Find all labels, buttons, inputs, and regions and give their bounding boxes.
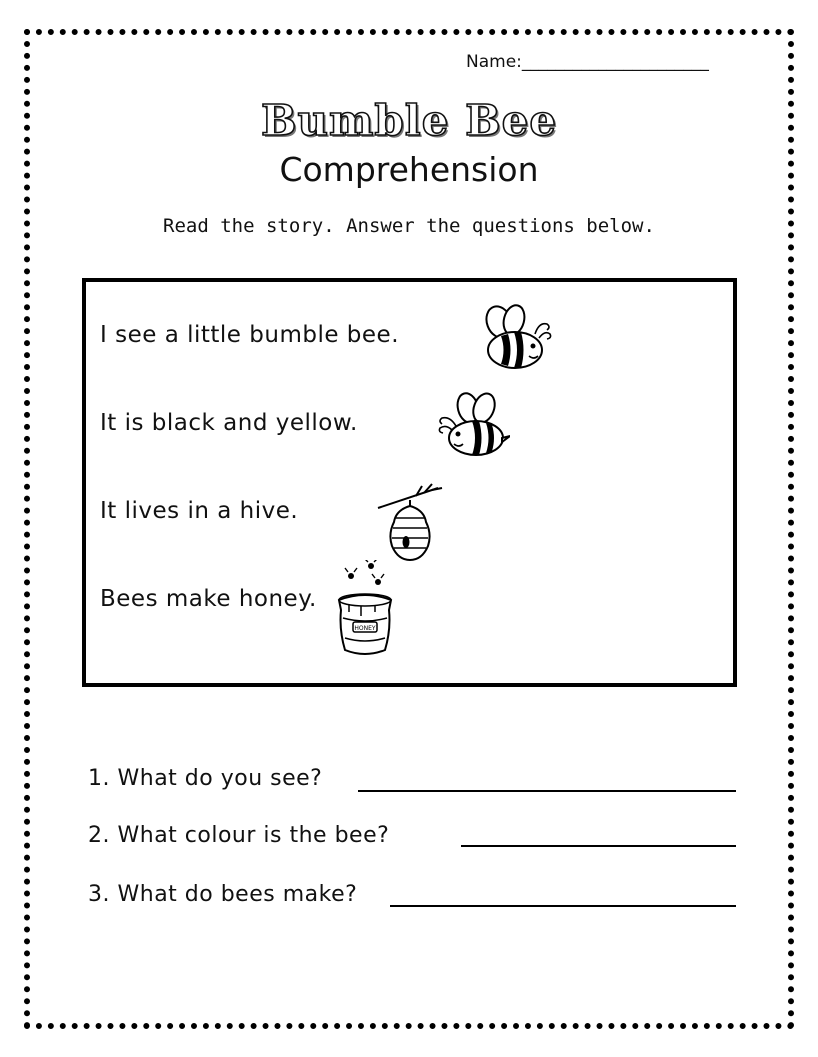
answer-line-3[interactable] [390, 905, 736, 907]
bee-icon [481, 300, 553, 376]
question-number: 1. [88, 766, 110, 791]
story-line-2: It is black and yellow. [100, 410, 358, 436]
question-1 [88, 766, 322, 791]
bee-icon [436, 390, 510, 462]
worksheet-subtitle: Comprehension [279, 150, 539, 189]
honey-pot-icon [331, 560, 403, 660]
beehive-icon [376, 482, 446, 564]
answer-line-2[interactable] [461, 845, 736, 847]
name-blank-line[interactable]: ______________________ [521, 52, 709, 72]
worksheet-title: Bumble Bee [260, 96, 558, 145]
honey-label: HONEY [354, 625, 376, 632]
question-number: 2. [88, 823, 110, 848]
question-2 [88, 823, 389, 848]
question-number: 3. [88, 882, 110, 907]
answer-line-1[interactable] [358, 790, 736, 792]
story-box [82, 278, 737, 687]
name-label: Name: [466, 52, 522, 72]
question-text: What colour is the bee? [117, 823, 390, 848]
story-line-1: I see a little bumble bee. [100, 322, 400, 348]
name-field [466, 52, 709, 72]
story-line-3: It lives in a hive. [100, 498, 299, 524]
question-text: What do you see? [117, 766, 323, 791]
instructions-text: Read the story. Answer the questions below. [163, 215, 655, 237]
story-line-4: Bees make honey. [100, 586, 317, 612]
question-text: What do bees make? [117, 882, 358, 907]
question-3 [88, 882, 357, 907]
